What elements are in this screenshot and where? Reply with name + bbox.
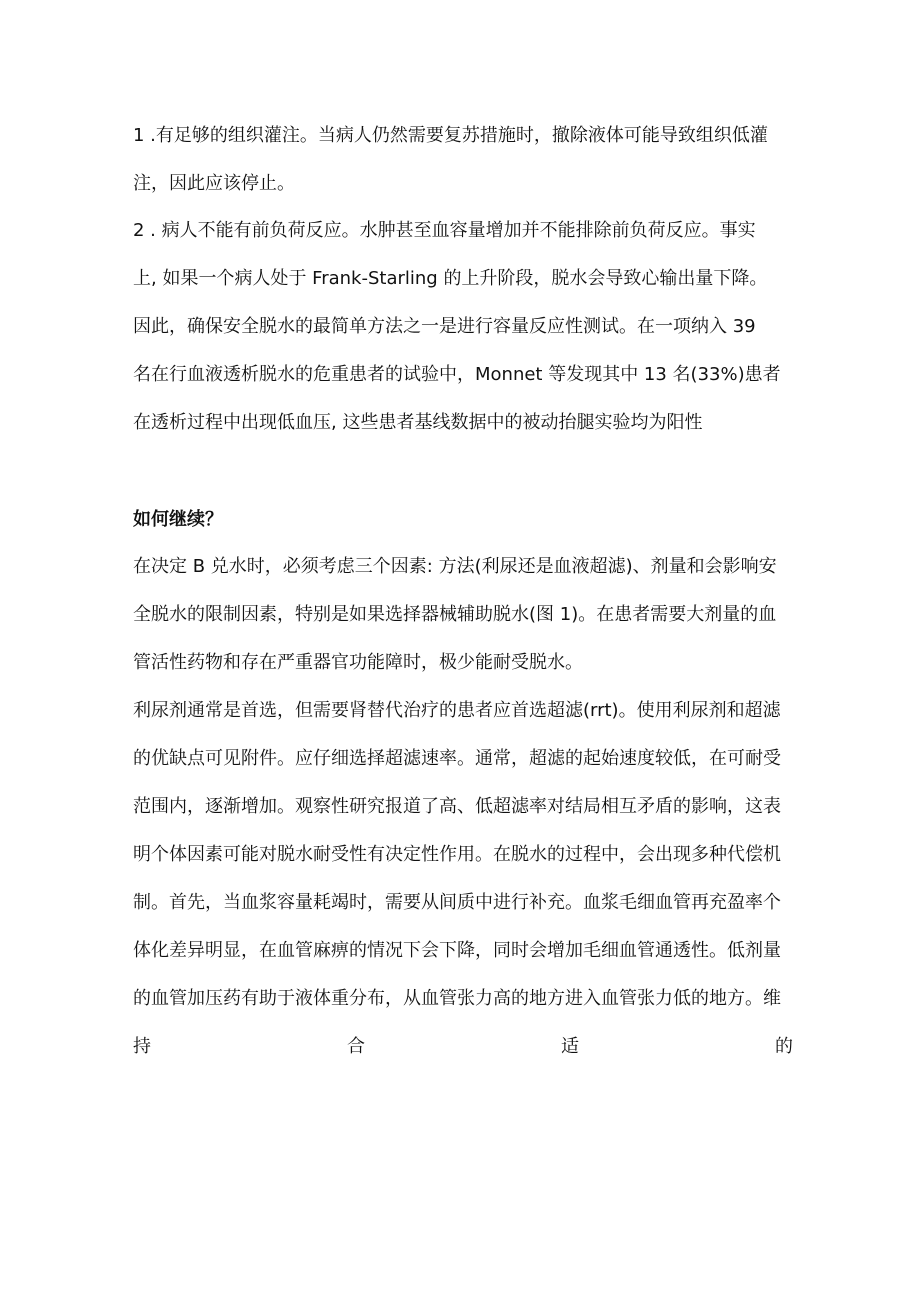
paragraph-3-line-3: 管活性药物和存在严重器官功能障时，极少能耐受脱水。 [133, 652, 583, 673]
paragraph-4-line-5: 制。首先，当血浆容量耗竭时，需要从间质中进行补充。血浆毛细血管再充盈率个 [133, 892, 781, 913]
paragraph-2-line-5: 在透析过程中出现低血压, 这些患者基线数据中的被动抬腿实验均为阳性 [133, 412, 703, 433]
paragraph-1-line-1: 1 .有足够的组织灌注。当病人仍然需要复苏措施时，撤除液体可能导致组织低灌 [133, 125, 768, 146]
paragraph-4-line-3: 范围内，逐渐增加。观察性研究报道了高、低超滤率对结局相互矛盾的影响，这表 [133, 796, 781, 817]
justified-word: 合 [347, 1036, 365, 1057]
paragraph-1-line-2: 注，因此应该停止。 [133, 173, 295, 194]
paragraph-2-line-4: 名在行血液透析脱水的危重患者的试验中，Monnet 等发现其中 13 名(33%)患者 [133, 364, 781, 385]
paragraph-4-line-1: 利尿剂通常是首选，但需要肾替代治疗的患者应首选超滤(rrt)。使用利尿剂和超滤 [133, 700, 781, 721]
paragraph-2-line-2: 上, 如果一个病人处于 Frank-Starling 的上升阶段，脱水会导致心输出量下降。 [133, 268, 768, 289]
justified-word: 持 [133, 1036, 151, 1057]
paragraph-3-line-2: 全脱水的限制因素，特别是如果选择器械辅助脱水(图 1)。在患者需要大剂量的血 [133, 604, 777, 625]
paragraph-4-line-8 [133, 1035, 793, 1059]
paragraph-2-line-1: 2 . 病人不能有前负荷反应。水肿甚至血容量增加并不能排除前负荷反应。事实 [133, 220, 756, 241]
section-heading: 如何继续？ [133, 509, 223, 530]
paragraph-4-line-7: 的血管加压药有助于液体重分布，从血管张力高的地方进入血管张力低的地方。维 [133, 988, 781, 1009]
paragraph-4-line-2: 的优缺点可见附件。应仔细选择超滤速率。通常，超滤的起始速度较低，在可耐受 [133, 748, 781, 769]
paragraph-3-line-1: 在决定 B 兑水时，必须考虑三个因素: 方法(利尿还是血液超滤)、剂量和会影响安 [133, 556, 777, 577]
justified-word: 的 [775, 1036, 793, 1057]
paragraph-4-line-4: 明个体因素可能对脱水耐受性有决定性作用。在脱水的过程中，会出现多种代偿机 [133, 844, 781, 865]
justified-word: 适 [561, 1036, 579, 1057]
paragraph-4-line-6: 体化差异明显，在血管麻痹的情况下会下降，同时会增加毛细血管通透性。低剂量 [133, 940, 781, 961]
paragraph-2-line-3: 因此，确保安全脱水的最简单方法之一是进行容量反应性测试。在一项纳入 39 [133, 316, 756, 337]
